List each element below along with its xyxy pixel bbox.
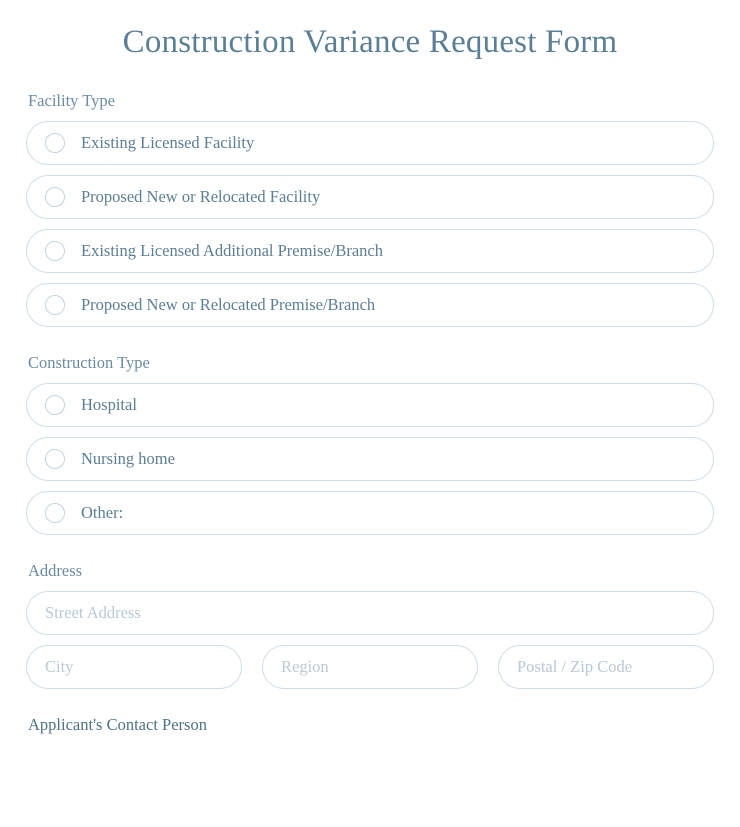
city-placeholder: City: [45, 657, 74, 676]
street-address-input[interactable]: [26, 591, 714, 635]
radio-icon[interactable]: [45, 133, 65, 153]
radio-icon[interactable]: [45, 187, 65, 207]
region-input[interactable]: [262, 645, 478, 689]
radio-option-label: Proposed New or Relocated Facility: [81, 186, 321, 206]
postal-code-placeholder: Postal / Zip Code: [517, 657, 633, 676]
section-construction-type: [26, 353, 714, 535]
section-label-contact-person: Applicant's Contact Person: [28, 715, 207, 734]
city-input[interactable]: [26, 645, 242, 689]
radio-option-proposed-new-or-relocated-facility[interactable]: [26, 175, 714, 219]
address-row: [26, 645, 714, 689]
radio-icon[interactable]: [45, 503, 65, 523]
section-label-construction-type: Construction Type: [28, 353, 150, 372]
region-placeholder: Region: [281, 657, 329, 676]
radio-option-hospital[interactable]: [26, 383, 714, 427]
section-label-address: Address: [28, 561, 83, 580]
radio-icon[interactable]: [45, 295, 65, 315]
radio-option-existing-licensed-facility[interactable]: [26, 121, 714, 165]
street-address-placeholder: Street Address: [45, 603, 141, 622]
radio-option-label: Other:: [81, 502, 124, 522]
radio-option-label: Hospital: [81, 394, 137, 414]
radio-icon[interactable]: [45, 395, 65, 415]
radio-option-label: Existing Licensed Additional Premise/Branch: [81, 240, 383, 260]
radio-option-existing-licensed-additional-premise-branch[interactable]: [26, 229, 714, 273]
form-page: [0, 24, 740, 827]
radio-icon[interactable]: [45, 241, 65, 261]
radio-option-nursing-home[interactable]: [26, 437, 714, 481]
radio-option-label: Existing Licensed Facility: [81, 132, 255, 152]
radio-option-label: Nursing home: [81, 448, 175, 468]
page-title: Construction Variance Request Form: [122, 24, 618, 60]
section-label-facility-type: Facility Type: [28, 91, 115, 110]
radio-option-other[interactable]: [26, 491, 714, 535]
section-facility-type: [26, 91, 714, 327]
radio-option-label: Proposed New or Relocated Premise/Branch: [81, 294, 376, 314]
radio-option-proposed-new-or-relocated-premise-branch[interactable]: [26, 283, 714, 327]
radio-icon[interactable]: [45, 449, 65, 469]
postal-code-input[interactable]: [498, 645, 714, 689]
section-address: [26, 561, 714, 689]
